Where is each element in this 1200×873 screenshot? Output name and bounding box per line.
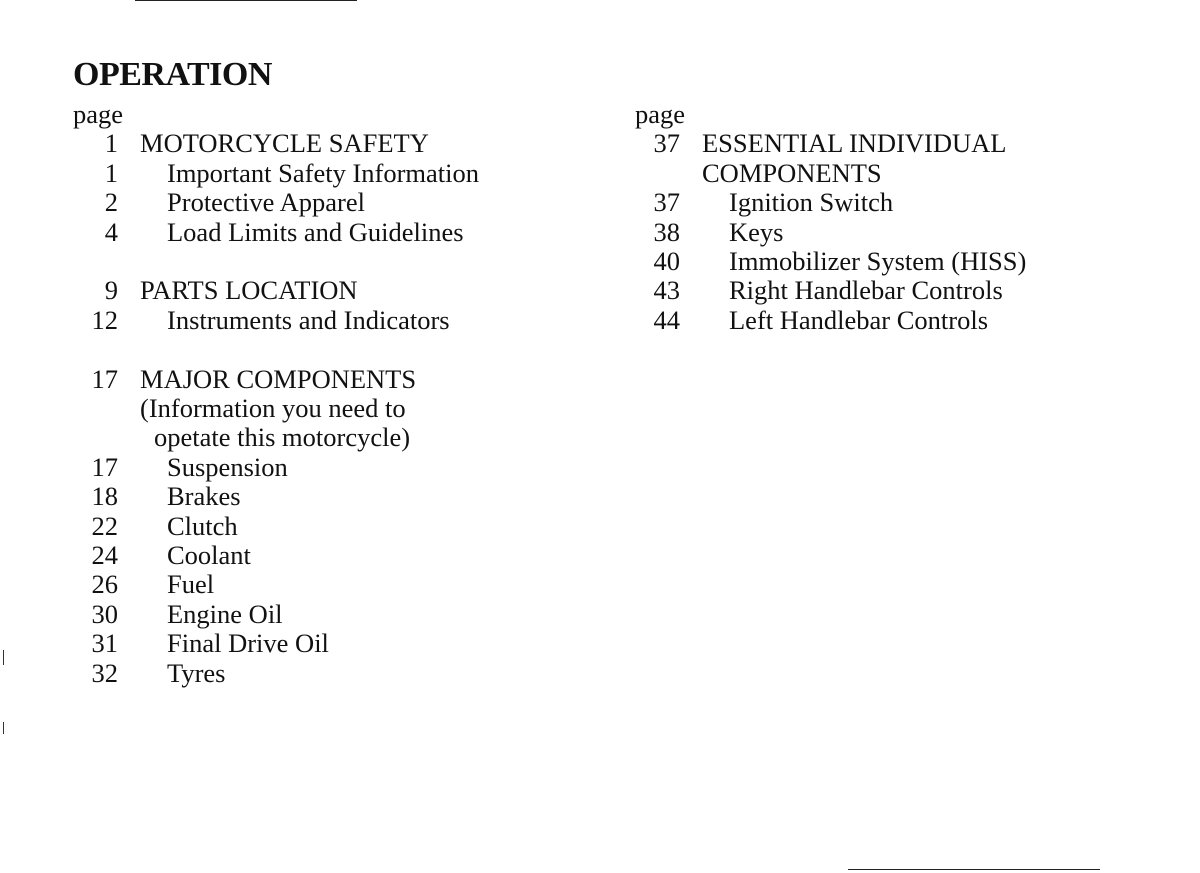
entry-title: Clutch [167,510,238,541]
toc-entry [73,629,593,658]
entry-title: Final Drive Oil [167,628,329,659]
page-number: 32 [91,657,118,688]
entry-title: Engine Oil [167,598,283,629]
toc-entry [73,570,593,599]
spacer [73,247,593,276]
page-number: 37 [653,128,680,159]
entry-title: MOTORCYCLE SAFETY [140,128,429,159]
toc-entry [635,247,1155,276]
page-number: 17 [91,451,118,482]
entry-title: Brakes [167,481,241,512]
entry-title: Right Handlebar Controls [729,275,1003,306]
margin-mark [3,722,4,734]
entry-title: Left Handlebar Controls [729,304,989,335]
toc-entry-heading [635,129,1155,158]
entry-title: Important Safety Information [167,157,480,188]
page-number: 40 [653,246,680,277]
toc-entry [73,512,593,541]
page-number: 31 [91,628,118,659]
toc-entry [73,541,593,570]
entry-title: Keys [729,216,784,247]
entry-title: Instruments and Indicators [167,304,450,335]
toc-entry-heading [73,365,593,394]
margin-mark [3,650,4,665]
page-number: 17 [91,363,118,394]
entry-title: MAJOR COMPONENTS [140,363,417,394]
page-number: 4 [104,216,118,247]
toc-entry [635,188,1155,217]
entry-title: opetate this motorcycle) [154,422,411,453]
toc-entry [73,218,593,247]
section-title: OPERATION [73,56,272,93]
toc-entry [73,159,593,188]
page-column-header: page [635,99,686,129]
page-number: 44 [653,304,680,335]
page-number: 1 [104,157,118,188]
toc-entry-continuation [73,394,593,423]
toc-entry-heading [73,276,593,305]
entry-title: ESSENTIAL INDIVIDUAL [702,128,1007,159]
toc-right-column [635,100,1155,335]
entry-title: Protective Apparel [167,187,365,218]
top-rule [135,0,357,1]
toc-entry [73,306,593,335]
entry-title: Fuel [167,569,215,600]
toc-entry [73,188,593,217]
toc-entry [73,659,593,688]
entry-title: Coolant [167,540,251,571]
page-number: 26 [91,569,118,600]
toc-entry-continuation [635,159,1155,188]
spacer [73,335,593,364]
entry-title: Suspension [167,451,288,482]
page-number: 30 [91,598,118,629]
toc-entry-heading [73,129,593,158]
toc-left-column [73,100,593,688]
entry-title: Tyres [167,657,226,688]
bottom-rule [848,869,1100,870]
page-number: 37 [653,187,680,218]
toc-entry [635,306,1155,335]
entry-title: Load Limits and Guidelines [167,216,464,247]
toc-entry [635,276,1155,305]
entry-title: Immobilizer System (HISS) [729,246,1027,277]
toc-entry-continuation [73,423,593,452]
entry-title: COMPONENTS [702,157,882,188]
toc-entry [635,218,1155,247]
entry-title: (Information you need to [140,393,406,424]
toc-entry [73,453,593,482]
toc-entry [73,482,593,511]
page-number: 22 [91,510,118,541]
page-number: 12 [91,304,118,335]
page-number: 9 [104,275,118,306]
page-number: 18 [91,481,118,512]
page-column-header: page [73,99,124,129]
page-number: 43 [653,275,680,306]
entry-title: PARTS LOCATION [140,275,358,306]
entry-title: Ignition Switch [729,187,894,218]
page-number [73,423,118,452]
page-number [635,159,680,188]
page-number: 2 [104,187,118,218]
page-number: 1 [104,128,118,159]
page-number: 38 [653,216,680,247]
page-number: 24 [91,540,118,571]
toc-entry [73,600,593,629]
page-number [73,394,118,423]
